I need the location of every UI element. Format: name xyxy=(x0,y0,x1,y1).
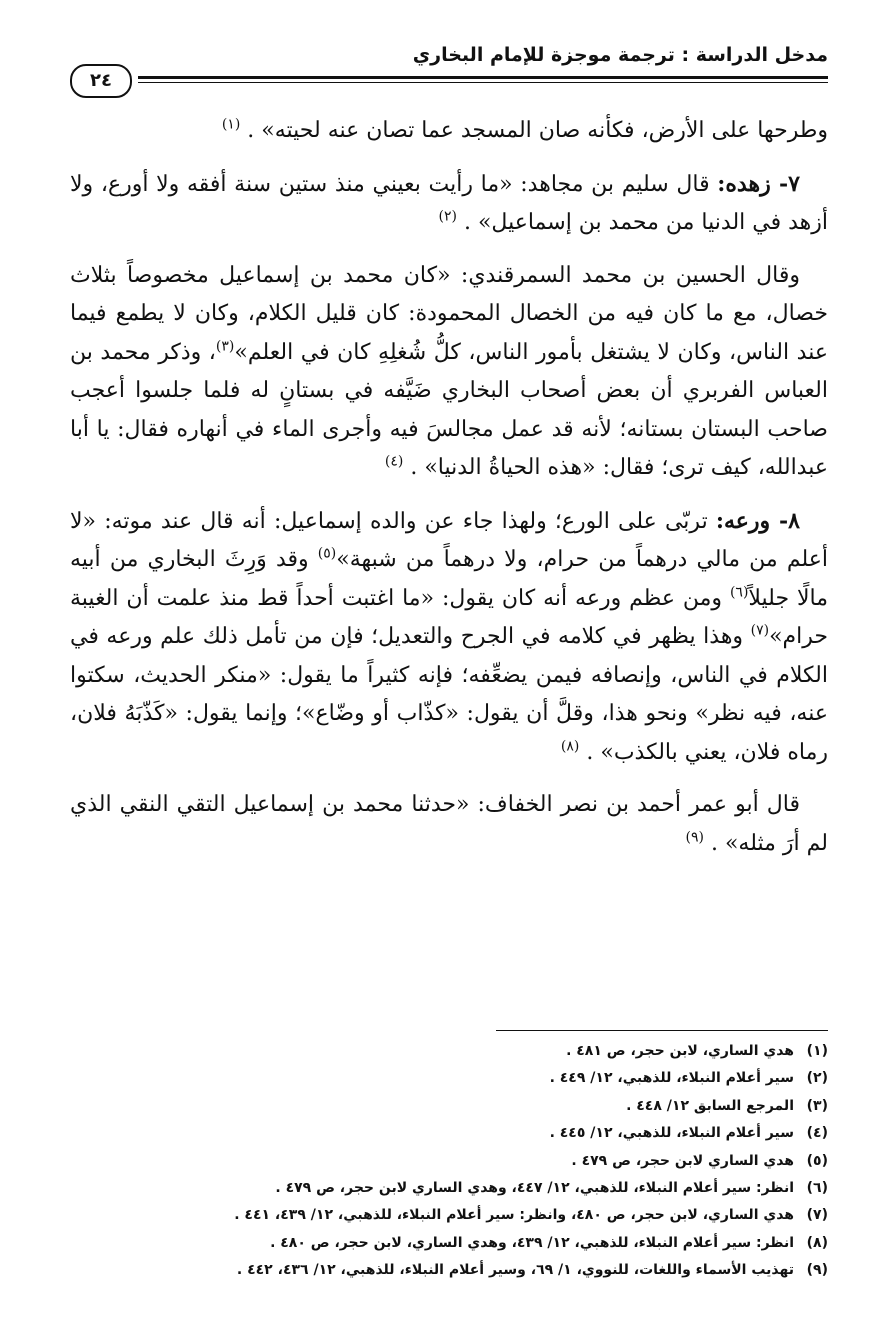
footnote-ref-7[interactable]: (٧) xyxy=(750,622,770,639)
footnote-2 xyxy=(70,1065,828,1092)
footnote-number: (٢) xyxy=(806,1070,828,1087)
footnote-3 xyxy=(70,1093,828,1120)
running-header xyxy=(70,40,828,91)
paragraph-text: ومن عظم ورعه أنه كان يقول: «ما اغتبت أحداً قط منذ علمت أن الغيبة حرام» xyxy=(70,585,828,649)
paragraph-continuation xyxy=(70,112,828,151)
footnote-ref-1[interactable]: (١) xyxy=(221,116,241,133)
footnote-ref-9[interactable]: (٩) xyxy=(685,829,704,846)
footnote-ref-5[interactable]: (٥) xyxy=(317,545,337,562)
page-number: ٢٤ xyxy=(70,64,132,98)
paragraph-khaffaf xyxy=(70,786,828,863)
section-heading-piety: ٨- ورعه: xyxy=(715,507,800,534)
section-heading-asceticism: ٧- زهده: xyxy=(717,170,800,197)
footnote-number: (٨) xyxy=(806,1234,828,1251)
footnote-ref-4[interactable]: (٤) xyxy=(384,453,404,470)
footnote-text: انظر: سير أعلام النبلاء، للذهبي، ١٢/ ٤٣٩، وهدي الساري، لابن حجر، ص ٤٨٠ . xyxy=(270,1234,794,1251)
footnote-1 xyxy=(70,1038,828,1065)
paragraph-text: تربّى على الورع؛ ولهذا جاء عن والده إسماعيل: أنه قال عند موته: «لا أعلم من مالي درهماً من حرام، ولا درهماً من شبهة» xyxy=(70,508,828,572)
footnote-text: هدي الساري لابن حجر، ص ٤٧٩ . xyxy=(571,1152,794,1169)
footnote-ref-6[interactable]: (٦) xyxy=(729,584,749,601)
header-rule-thick xyxy=(138,76,828,79)
paragraph-text: وقد وَرِثَ البخاري من أبيه مالًا جليلاً xyxy=(70,547,828,611)
footnote-number: (٦) xyxy=(806,1180,828,1197)
footnote-7 xyxy=(70,1202,828,1229)
footnote-number: (١) xyxy=(806,1043,828,1059)
footnote-4 xyxy=(70,1120,828,1147)
footnote-text: هدي الساري، لابن حجر، ص ٤٨١ . xyxy=(566,1043,794,1059)
footnote-number: (٤) xyxy=(806,1125,828,1142)
paragraph-text: وطرحها على الأرض، فكأنه صان المسجد عما تصان عنه لحيته» . xyxy=(247,118,828,143)
paragraph-asceticism xyxy=(70,165,828,243)
paragraph-text: قال سليم بن مجاهد: «ما رأيت بعيني منذ ستين سنة أفقه ولا أورع، ولا أزهد في الدنيا من محمد بن إسماعيل» . xyxy=(70,171,828,235)
paragraph-text: قال أبو عمر أحمد بن نصر الخفاف: «حدثنا محمد بن إسماعيل التقي النقي الذي لم أرَ مثله» . xyxy=(70,792,828,856)
running-title: مدخل الدراسة : ترجمة موجزة للإمام البخاري xyxy=(412,44,828,66)
footnote-text: تهذيب الأسماء واللغات، للنووي، ١/ ٦٩، وسير أعلام النبلاء، للذهبي، ١٢/ ٤٣٦، ٤٤٢ . xyxy=(236,1262,794,1279)
footnote-text: هدي الساري، لابن حجر، ص ٤٨٠، وانظر: سير أعلام النبلاء، للذهبي، ١٢/ ٤٣٩، ٤٤١ . xyxy=(234,1207,794,1224)
footnote-number: (٣) xyxy=(806,1097,828,1114)
footnote-text: المرجع السابق ١٢/ ٤٤٨ . xyxy=(626,1097,794,1114)
footnote-ref-3[interactable]: (٣) xyxy=(215,338,235,355)
footnote-text: سير أعلام النبلاء، للذهبي، ١٢/ ٤٤٥ . xyxy=(549,1125,794,1142)
header-rule-thin xyxy=(138,82,828,83)
footnotes-list xyxy=(70,1038,828,1285)
footnote-number: (٧) xyxy=(806,1207,828,1224)
footnote-number: (٩) xyxy=(806,1262,828,1279)
paragraph-text: وقال الحسين بن محمد السمرقندي: «كان محمد بن إسماعيل مخصوصاً بثلاث خصال، مع ما كان فيه من الخصال المحمودة: كان قليل الكلام، وكان لا يطمع فيما عند الناس، وكان لا يشتغل بأمور الناس، كلُّ شُغلِهِ كان في العلم» xyxy=(70,262,828,365)
paragraph-piety xyxy=(70,502,828,773)
paragraph-text: ، وذكر محمد بن العباس الفربري أن بعض أصحاب البخاري ضَيَّفه في بستانٍ له فلما جلسوا أعجب صاحب البستان بستانه؛ لأنه قد عمل مجالسَ فيه وأجرى الماء في أنهاره فقال: يا أبا عبدالله، كيف ترى؛ فقال: «هذه الحياةُ الدنيا» . xyxy=(70,339,828,480)
footnote-ref-8[interactable]: (٨) xyxy=(560,738,580,755)
footnote-text: سير أعلام النبلاء، للذهبي، ١٢/ ٤٤٩ . xyxy=(549,1070,794,1087)
paragraph-text: وهذا يظهر في كلامه في الجرح والتعديل؛ فإن من تأمل ذلك علم ورعه في الكلام في الناس، وإنصافه فيمن يضعِّفه؛ فإنه كثيراً ما يقول: «منكر الحديث، سكتوا عنه، فيه نظر» ونحو هذا، وقلَّ أن يقول: «كذّاب أو وضّاع»؛ وإنما يقول: «كَذّبَهُ فلان، رماه فلان، يعني بالكذب» . xyxy=(70,624,828,765)
footnote-ref-2[interactable]: (٢) xyxy=(438,208,457,225)
footnote-9 xyxy=(70,1257,828,1284)
footnote-6 xyxy=(70,1175,828,1202)
book-page xyxy=(70,40,828,1279)
footnote-separator xyxy=(496,1030,828,1031)
footnote-text: انظر: سير أعلام النبلاء، للذهبي، ١٢/ ٤٤٧، وهدي الساري لابن حجر، ص ٤٧٩ . xyxy=(275,1180,794,1197)
footnote-number: (٥) xyxy=(806,1152,828,1169)
main-text xyxy=(70,112,828,877)
footnote-8 xyxy=(70,1230,828,1257)
paragraph-samarqandi xyxy=(70,257,828,488)
footnote-5 xyxy=(70,1148,828,1175)
